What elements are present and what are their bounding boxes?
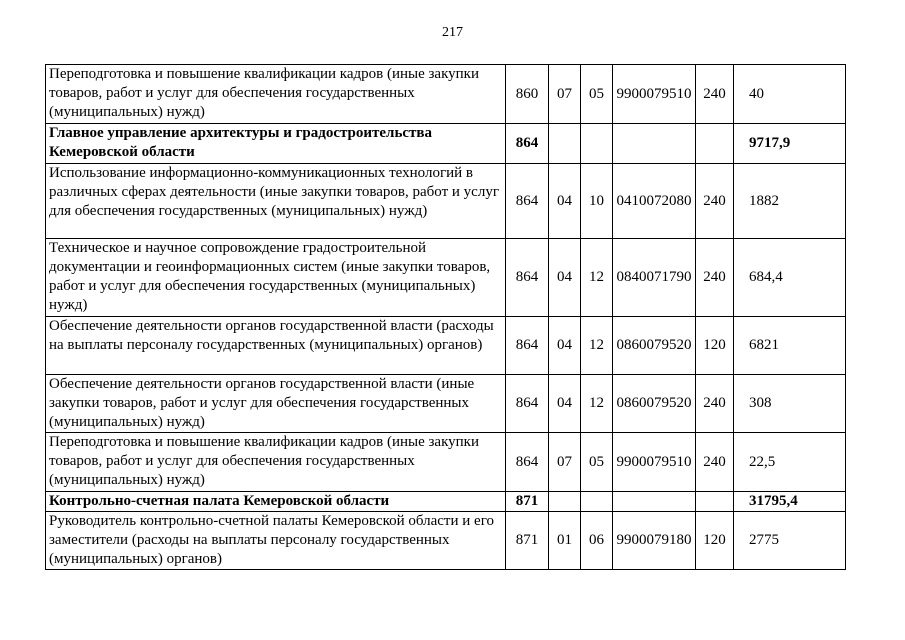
table-row (46, 433, 846, 492)
section-cell (549, 124, 581, 164)
section-cell (549, 492, 581, 512)
table-body (46, 65, 846, 570)
description-cell (46, 317, 506, 375)
table-row (46, 239, 846, 317)
description-cell (46, 433, 506, 492)
description-cell (46, 492, 506, 512)
table-row (46, 317, 846, 375)
expense-type-cell: 240 (696, 375, 734, 433)
table-row (46, 375, 846, 433)
description-line: Переподготовка и повышение квалификации кадров (иные закупки (49, 66, 479, 82)
section-cell: 04 (549, 375, 581, 433)
amount-cell: 22,5 (734, 433, 846, 492)
description-line: Контрольно-счетная палата Кемеровской области (49, 493, 390, 509)
description-line: Обеспечение деятельности органов государственной власти (иные (49, 376, 475, 392)
section-cell: 07 (549, 433, 581, 492)
expense-type-cell: 120 (696, 317, 734, 375)
description-line: товаров, работ и услуг для обеспечения государственных (49, 453, 415, 469)
description-line: Главное управление архитектуры и градостроительства (49, 125, 433, 141)
page-number: 217 (442, 25, 463, 40)
amount-cell: 308 (734, 375, 846, 433)
description-line: заместители (расходы на выплаты персоналу государственных (49, 532, 450, 548)
amount-cell: 1882 (734, 164, 846, 239)
amount-cell: 684,4 (734, 239, 846, 317)
target-article-cell: 0840071790 (613, 239, 696, 317)
subsection-cell: 12 (581, 317, 613, 375)
amount-cell: 40 (734, 65, 846, 124)
description-line: нужд) (49, 297, 88, 313)
description-cell (46, 512, 506, 570)
description-cell (46, 239, 506, 317)
subsection-cell (581, 492, 613, 512)
amount-cell: 6821 (734, 317, 846, 375)
code-cell: 864 (506, 375, 549, 433)
subsection-cell: 12 (581, 375, 613, 433)
description-line: Техническое и научное сопровождение градостроительной (49, 240, 427, 256)
subsection-cell: 12 (581, 239, 613, 317)
code-cell: 864 (506, 239, 549, 317)
section-cell: 07 (549, 65, 581, 124)
code-cell: 864 (506, 124, 549, 164)
subsection-cell: 05 (581, 65, 613, 124)
section-cell: 04 (549, 317, 581, 375)
group-row (46, 492, 846, 512)
description-line: (муниципальных) органов) (49, 551, 223, 567)
code-cell: 864 (506, 433, 549, 492)
description-line: Использование информационно-коммуникационных технологий в (49, 165, 473, 181)
description-line: Обеспечение деятельности органов государственной власти (расходы (49, 318, 494, 334)
description-cell (46, 164, 506, 239)
code-cell: 864 (506, 317, 549, 375)
target-article-cell: 9900079510 (613, 65, 696, 124)
amount-cell: 31795,4 (734, 492, 846, 512)
target-article-cell: 0860079520 (613, 317, 696, 375)
description-line: (муниципальных) нужд) (49, 472, 205, 488)
code-cell: 871 (506, 492, 549, 512)
description-line: Кемеровской области (49, 144, 195, 160)
subsection-cell: 10 (581, 164, 613, 239)
expense-type-cell: 120 (696, 512, 734, 570)
amount-cell: 2775 (734, 512, 846, 570)
code-cell: 860 (506, 65, 549, 124)
section-cell: 04 (549, 164, 581, 239)
target-article-cell (613, 124, 696, 164)
target-article-cell (613, 492, 696, 512)
section-cell: 01 (549, 512, 581, 570)
description-line: на выплаты персоналу государственных (муниципальных) органов) (49, 337, 483, 353)
expense-type-cell (696, 492, 734, 512)
expense-type-cell (696, 124, 734, 164)
expense-type-cell: 240 (696, 239, 734, 317)
description-line: (муниципальных) нужд) (49, 104, 205, 120)
table-row (46, 164, 846, 239)
description-line: для обеспечения государственных (муниципальных) нужд) (49, 203, 428, 219)
description-line: Руководитель контрольно-счетной палаты Кемеровской области и его (49, 513, 494, 529)
description-cell (46, 124, 506, 164)
subsection-cell (581, 124, 613, 164)
expense-type-cell: 240 (696, 164, 734, 239)
description-line: товаров, работ и услуг для обеспечения государственных (49, 85, 415, 101)
group-row (46, 124, 846, 164)
description-line: работ и услуг для обеспечения государственных (муниципальных) (49, 278, 476, 294)
subsection-cell: 06 (581, 512, 613, 570)
table-row (46, 65, 846, 124)
description-line: Переподготовка и повышение квалификации кадров (иные закупки (49, 434, 479, 450)
description-line: различных сферах деятельности (иные закупки товаров, работ и услуг (49, 184, 499, 200)
amount-cell: 9717,9 (734, 124, 846, 164)
budget-table (45, 64, 846, 570)
code-cell: 864 (506, 164, 549, 239)
target-article-cell: 9900079180 (613, 512, 696, 570)
subsection-cell: 05 (581, 433, 613, 492)
description-cell (46, 375, 506, 433)
description-cell (46, 65, 506, 124)
section-cell: 04 (549, 239, 581, 317)
table-row (46, 512, 846, 570)
description-line: (муниципальных) нужд) (49, 414, 205, 430)
target-article-cell: 0410072080 (613, 164, 696, 239)
expense-type-cell: 240 (696, 433, 734, 492)
code-cell: 871 (506, 512, 549, 570)
description-line: документации и геоинформационных систем (иные закупки товаров, (49, 259, 491, 275)
expense-type-cell: 240 (696, 65, 734, 124)
description-line: закупки товаров, работ и услуг для обеспечения государственных (49, 395, 470, 411)
target-article-cell: 9900079510 (613, 433, 696, 492)
target-article-cell: 0860079520 (613, 375, 696, 433)
